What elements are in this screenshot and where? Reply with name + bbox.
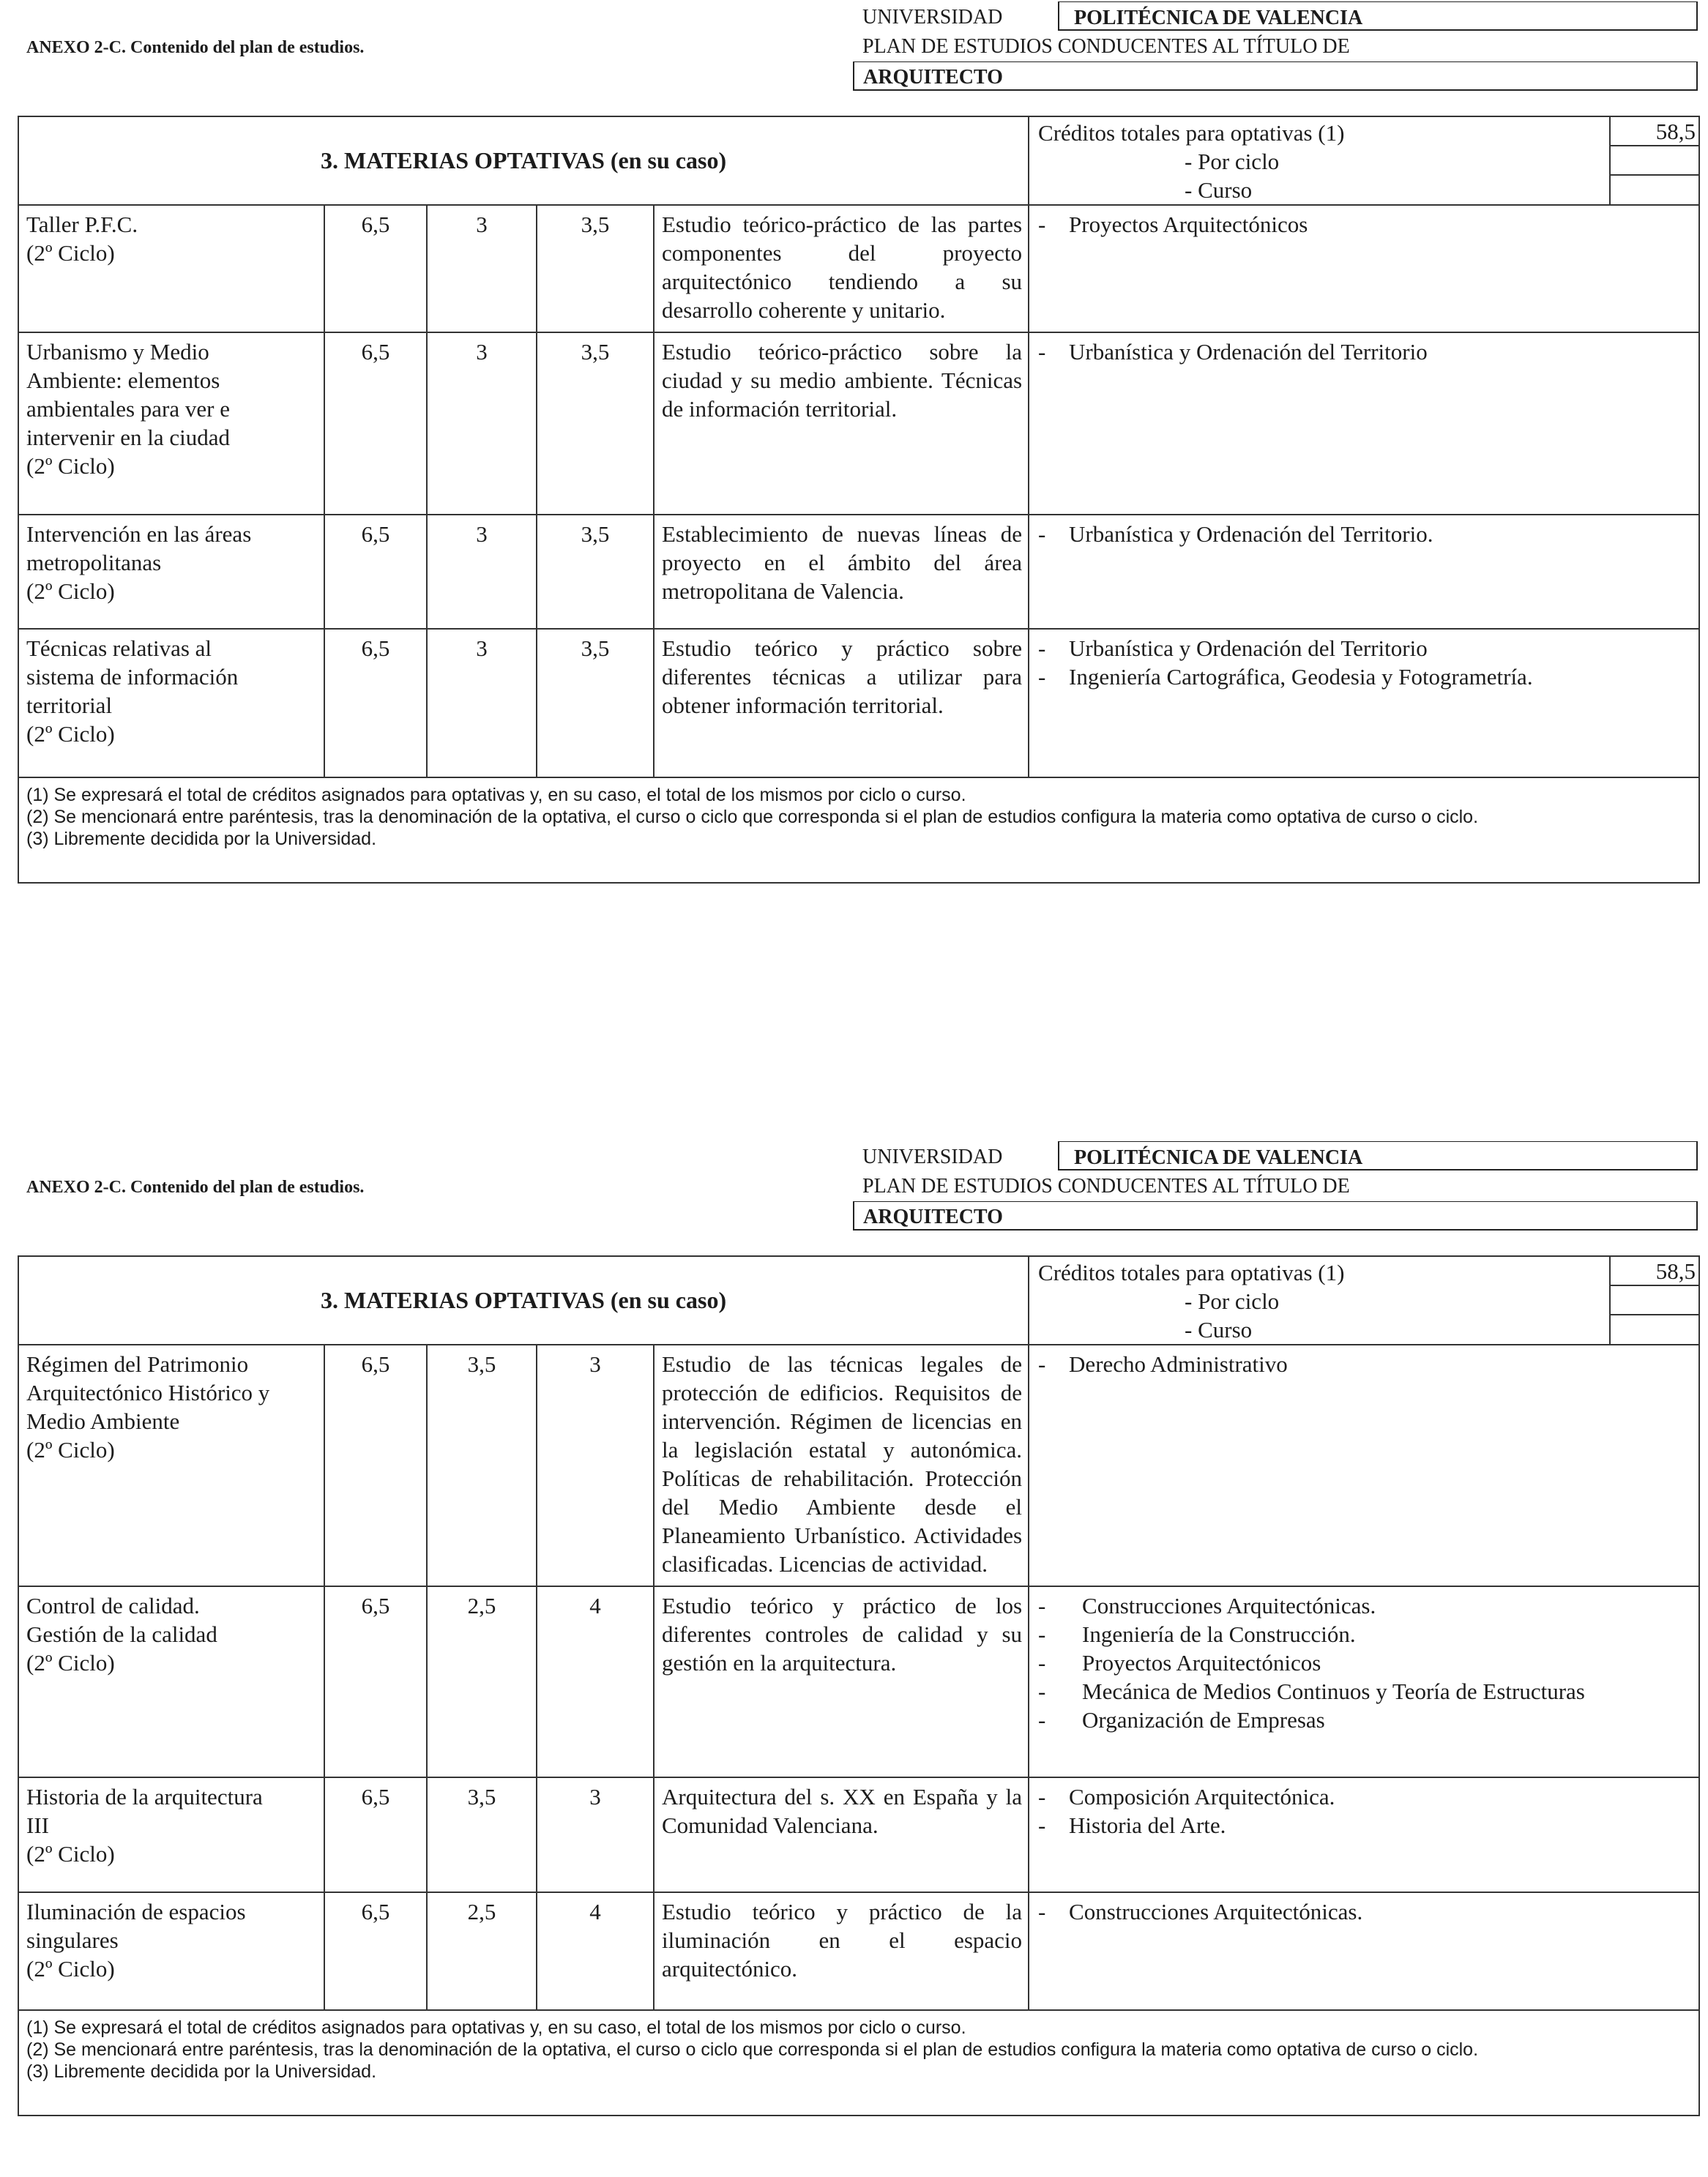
subject-name-line: sistema de información xyxy=(26,664,239,690)
subject-row xyxy=(18,629,1699,777)
subject-name-cell xyxy=(18,1345,324,1586)
footnotes-cell xyxy=(18,777,1699,883)
list-dash: - xyxy=(1038,521,1046,547)
subject-description: Estudio teórico y práctico sobre diferentes técnicas a utilizar para obtener información territorial. xyxy=(654,629,1029,777)
list-dash: - xyxy=(1038,1707,1046,1733)
footnotes-cell xyxy=(18,2010,1699,2116)
subject-name-line: Medio Ambiente xyxy=(26,1408,180,1434)
total-credits: 6,5 xyxy=(324,629,427,777)
per-cycle-label: - Por ciclo xyxy=(1185,149,1280,174)
subject-name-line: (2º Ciclo) xyxy=(26,1650,115,1676)
credits-per-course-value xyxy=(1611,176,1698,203)
footnote: (3) Libremente decidida por la Universidad. xyxy=(26,2061,377,2082)
total-credits: 6,5 xyxy=(324,1345,427,1586)
subject-name-line: singulares xyxy=(26,1927,119,1953)
knowledge-area-text: Ingeniería de la Construcción. xyxy=(1082,1621,1356,1647)
total-credits: 6,5 xyxy=(324,515,427,629)
knowledge-area-item xyxy=(1038,1782,1693,1811)
knowledge-area-item xyxy=(1038,1677,1693,1706)
knowledge-area-text: Ingeniería Cartográfica, Geodesia y Fotogrametría. xyxy=(1069,664,1533,690)
credits-labels xyxy=(1038,119,1609,204)
knowledge-area-text: Proyectos Arquitectónicos xyxy=(1082,1650,1321,1676)
subject-description: Estudio teórico y práctico de los diferentes controles de calidad y su gestión en la arquitectura. xyxy=(654,1586,1029,1777)
total-credits: 6,5 xyxy=(324,205,427,332)
list-dash: - xyxy=(1038,1650,1046,1676)
university-label: UNIVERSIDAD xyxy=(862,1146,1003,1168)
total-credits: 6,5 xyxy=(324,1586,427,1777)
knowledge-area-text: Urbanística y Ordenación del Territorio. xyxy=(1069,521,1433,547)
knowledge-areas-cell xyxy=(1029,1777,1699,1892)
theory-credits: 3 xyxy=(427,332,537,515)
theory-credits: 3,5 xyxy=(427,1777,537,1892)
per-course-label: - Curso xyxy=(1185,177,1253,203)
subject-description: Establecimiento de nuevas líneas de proyecto en el ámbito del área metropolitana de Valencia. xyxy=(654,515,1029,629)
university-label: UNIVERSIDAD xyxy=(862,6,1003,29)
theory-credits: 2,5 xyxy=(427,1586,537,1777)
knowledge-area-text: Construcciones Arquitectónicas. xyxy=(1069,1899,1363,1924)
knowledge-area-text: Proyectos Arquitectónicos xyxy=(1069,212,1308,237)
subject-name-line: (2º Ciclo) xyxy=(26,721,115,747)
subject-name-line: Taller P.F.C. xyxy=(26,212,138,237)
footnote: (1) Se expresará el total de créditos asignados para optativas y, en su caso, el total de los mismos por ciclo o curso. xyxy=(26,2017,966,2038)
plan-label: PLAN DE ESTUDIOS CONDUCENTES AL TÍTULO DE xyxy=(862,1175,1350,1198)
document-page-2 xyxy=(0,1140,1708,2177)
subject-name-cell xyxy=(18,205,324,332)
subject-name-line: (2º Ciclo) xyxy=(26,1841,115,1867)
credits-value-boxes xyxy=(1609,117,1698,204)
subject-name-cell xyxy=(18,1586,324,1777)
subject-name-line: Urbanismo y Medio xyxy=(26,339,209,365)
knowledge-area-text: Historia del Arte. xyxy=(1069,1812,1226,1838)
theory-credits: 3 xyxy=(427,629,537,777)
list-dash: - xyxy=(1038,664,1046,690)
subject-row xyxy=(18,205,1699,332)
subject-name-line: Técnicas relativas al xyxy=(26,635,212,661)
knowledge-area-item xyxy=(1038,1591,1693,1620)
knowledge-area-item xyxy=(1038,1706,1693,1734)
subject-row xyxy=(18,1892,1699,2010)
subject-row xyxy=(18,1777,1699,1892)
annex-heading: ANEXO 2-C. Contenido del plan de estudios. xyxy=(26,38,365,57)
knowledge-area-text: Derecho Administrativo xyxy=(1069,1351,1288,1377)
practice-credits: 3,5 xyxy=(537,205,654,332)
total-credits: 6,5 xyxy=(324,332,427,515)
subject-name-line: Iluminación de espacios xyxy=(26,1899,246,1924)
knowledge-area-item xyxy=(1038,1897,1693,1926)
subject-name-line: territorial xyxy=(26,692,113,718)
knowledge-areas-cell xyxy=(1029,1345,1699,1586)
knowledge-area-text: Urbanística y Ordenación del Territorio xyxy=(1069,635,1428,661)
subject-name-line: (2º Ciclo) xyxy=(26,578,115,604)
credits-per-cycle-value xyxy=(1611,146,1698,176)
subject-name-line: (2º Ciclo) xyxy=(26,453,115,479)
knowledge-area-text: Mecánica de Medios Continuos y Teoría de Estructuras xyxy=(1082,1679,1585,1704)
university-value-box: POLITÉCNICA DE VALENCIA xyxy=(1058,1,1698,31)
subject-name-line: Régimen del Patrimonio xyxy=(26,1351,249,1377)
notes-row xyxy=(18,777,1699,883)
section-title: 3. MATERIAS OPTATIVAS (en su caso) xyxy=(18,116,1029,205)
knowledge-area-item xyxy=(1038,1620,1693,1648)
credits-per-cycle-value xyxy=(1611,1286,1698,1315)
subject-name-line: ambientales para ver e xyxy=(26,396,230,422)
knowledge-area-item xyxy=(1038,520,1693,548)
knowledge-area-text: Urbanística y Ordenación del Territorio xyxy=(1069,339,1428,365)
subject-row xyxy=(18,1586,1699,1777)
knowledge-area-item xyxy=(1038,1350,1693,1378)
list-dash: - xyxy=(1038,212,1046,237)
knowledge-area-item xyxy=(1038,662,1693,691)
subject-name-line: Gestión de la calidad xyxy=(26,1621,217,1647)
footnote: (1) Se expresará el total de créditos asignados para optativas y, en su caso, el total de los mismos por ciclo o curso. xyxy=(26,785,966,805)
credits-wrapper xyxy=(1038,119,1696,204)
subject-name-cell xyxy=(18,629,324,777)
list-dash: - xyxy=(1038,1679,1046,1704)
credits-value-boxes xyxy=(1609,1257,1698,1344)
list-dash: - xyxy=(1038,1593,1046,1618)
subject-name-line: (2º Ciclo) xyxy=(26,1956,115,1982)
theory-credits: 3 xyxy=(427,205,537,332)
knowledge-area-item xyxy=(1038,337,1693,366)
theory-credits: 3,5 xyxy=(427,1345,537,1586)
theory-credits: 3 xyxy=(427,515,537,629)
credits-wrapper xyxy=(1038,1258,1696,1344)
knowledge-area-text: Organización de Empresas xyxy=(1082,1707,1325,1733)
subject-description: Estudio de las técnicas legales de protección de edificios. Requisitos de intervención. Régimen de licencias en la legislación estatal y autonómica. Políticas de rehabilitación. Protección del Medio Ambiente desde el Planeamiento Urbanístico. Actividades clasificadas. Licencias de actividad. xyxy=(654,1345,1029,1586)
optional-subjects-table xyxy=(18,1255,1700,2116)
credits-label: Créditos totales para optativas (1) xyxy=(1038,120,1345,146)
total-credits-cell xyxy=(1029,1256,1699,1345)
subject-row xyxy=(18,515,1699,629)
practice-credits: 4 xyxy=(537,1586,654,1777)
table-header-row xyxy=(18,116,1699,205)
section-title: 3. MATERIAS OPTATIVAS (en su caso) xyxy=(18,1256,1029,1345)
optional-subjects-table xyxy=(18,116,1700,884)
subject-name-line: Ambiente: elementos xyxy=(26,367,220,393)
knowledge-areas-cell xyxy=(1029,1586,1699,1777)
knowledge-areas-cell xyxy=(1029,332,1699,515)
list-dash: - xyxy=(1038,635,1046,661)
credits-total-value: 58,5 xyxy=(1611,117,1698,146)
total-credits: 6,5 xyxy=(324,1777,427,1892)
footnote: (2) Se mencionará entre paréntesis, tras la denominación de la optativa, el curso o ciclo que corresponda si el plan de estudios configura la materia como optativa de curso o ciclo. xyxy=(26,807,1479,827)
footnote: (3) Libremente decidida por la Universidad. xyxy=(26,829,377,849)
credits-per-course-value xyxy=(1611,1315,1698,1343)
subject-name-line: intervenir en la ciudad xyxy=(26,425,231,450)
subject-name-cell xyxy=(18,515,324,629)
subject-row xyxy=(18,332,1699,515)
subject-name-cell xyxy=(18,332,324,515)
knowledge-area-item xyxy=(1038,1811,1693,1840)
subject-name-line: III xyxy=(26,1812,49,1838)
per-cycle-label: - Por ciclo xyxy=(1185,1288,1280,1314)
degree-title-box: ARQUITECTO xyxy=(853,61,1698,91)
practice-credits: 3,5 xyxy=(537,629,654,777)
credits-label: Créditos totales para optativas (1) xyxy=(1038,1260,1345,1285)
theory-credits: 2,5 xyxy=(427,1892,537,2010)
subject-name-line: Control de calidad. xyxy=(26,1593,200,1618)
per-course-label: - Curso xyxy=(1185,1317,1253,1343)
annex-heading: ANEXO 2-C. Contenido del plan de estudios. xyxy=(26,1178,365,1197)
subject-description: Estudio teórico-práctico de las partes componentes del proyecto arquitectónico tendiendo a su desarrollo coherente y unitario. xyxy=(654,205,1029,332)
plan-label: PLAN DE ESTUDIOS CONDUCENTES AL TÍTULO DE xyxy=(862,35,1350,58)
table-header-row xyxy=(18,1256,1699,1345)
knowledge-areas-cell xyxy=(1029,515,1699,629)
subject-description: Arquitectura del s. XX en España y la Comunidad Valenciana. xyxy=(654,1777,1029,1892)
subject-name-line: (2º Ciclo) xyxy=(26,240,115,266)
knowledge-area-item xyxy=(1038,1648,1693,1677)
subject-name-line: Historia de la arquitectura xyxy=(26,1784,263,1810)
practice-credits: 4 xyxy=(537,1892,654,2010)
subject-name-line: (2º Ciclo) xyxy=(26,1437,115,1463)
knowledge-areas-cell xyxy=(1029,1892,1699,2010)
subject-row xyxy=(18,1345,1699,1586)
list-dash: - xyxy=(1038,1812,1046,1838)
practice-credits: 3,5 xyxy=(537,332,654,515)
credits-total-value: 58,5 xyxy=(1611,1257,1698,1286)
knowledge-area-text: Construcciones Arquitectónicas. xyxy=(1082,1593,1376,1618)
knowledge-area-item xyxy=(1038,210,1693,239)
subject-name-cell xyxy=(18,1777,324,1892)
subject-name-line: metropolitanas xyxy=(26,550,162,575)
total-credits-cell xyxy=(1029,116,1699,205)
total-credits: 6,5 xyxy=(324,1892,427,2010)
subject-description: Estudio teórico y práctico de la iluminación en el espacio arquitectónico. xyxy=(654,1892,1029,2010)
knowledge-areas-cell xyxy=(1029,629,1699,777)
degree-title-box: ARQUITECTO xyxy=(853,1201,1698,1231)
list-dash: - xyxy=(1038,1784,1046,1810)
list-dash: - xyxy=(1038,1621,1046,1647)
knowledge-area-item xyxy=(1038,634,1693,662)
list-dash: - xyxy=(1038,1351,1046,1377)
list-dash: - xyxy=(1038,339,1046,365)
university-value-box: POLITÉCNICA DE VALENCIA xyxy=(1058,1141,1698,1170)
subject-name-line: Intervención en las áreas xyxy=(26,521,252,547)
subject-name-line: Arquitectónico Histórico y xyxy=(26,1380,270,1405)
practice-credits: 3,5 xyxy=(537,515,654,629)
subject-name-cell xyxy=(18,1892,324,2010)
credits-labels xyxy=(1038,1258,1609,1344)
document-page-1 xyxy=(0,0,1708,1037)
subject-description: Estudio teórico-práctico sobre la ciudad y su medio ambiente. Técnicas de información territorial. xyxy=(654,332,1029,515)
list-dash: - xyxy=(1038,1899,1046,1924)
knowledge-area-text: Composición Arquitectónica. xyxy=(1069,1784,1335,1810)
practice-credits: 3 xyxy=(537,1777,654,1892)
knowledge-areas-cell xyxy=(1029,205,1699,332)
practice-credits: 3 xyxy=(537,1345,654,1586)
footnote: (2) Se mencionará entre paréntesis, tras la denominación de la optativa, el curso o ciclo que corresponda si el plan de estudios configura la materia como optativa de curso o ciclo. xyxy=(26,2039,1479,2060)
notes-row xyxy=(18,2010,1699,2116)
